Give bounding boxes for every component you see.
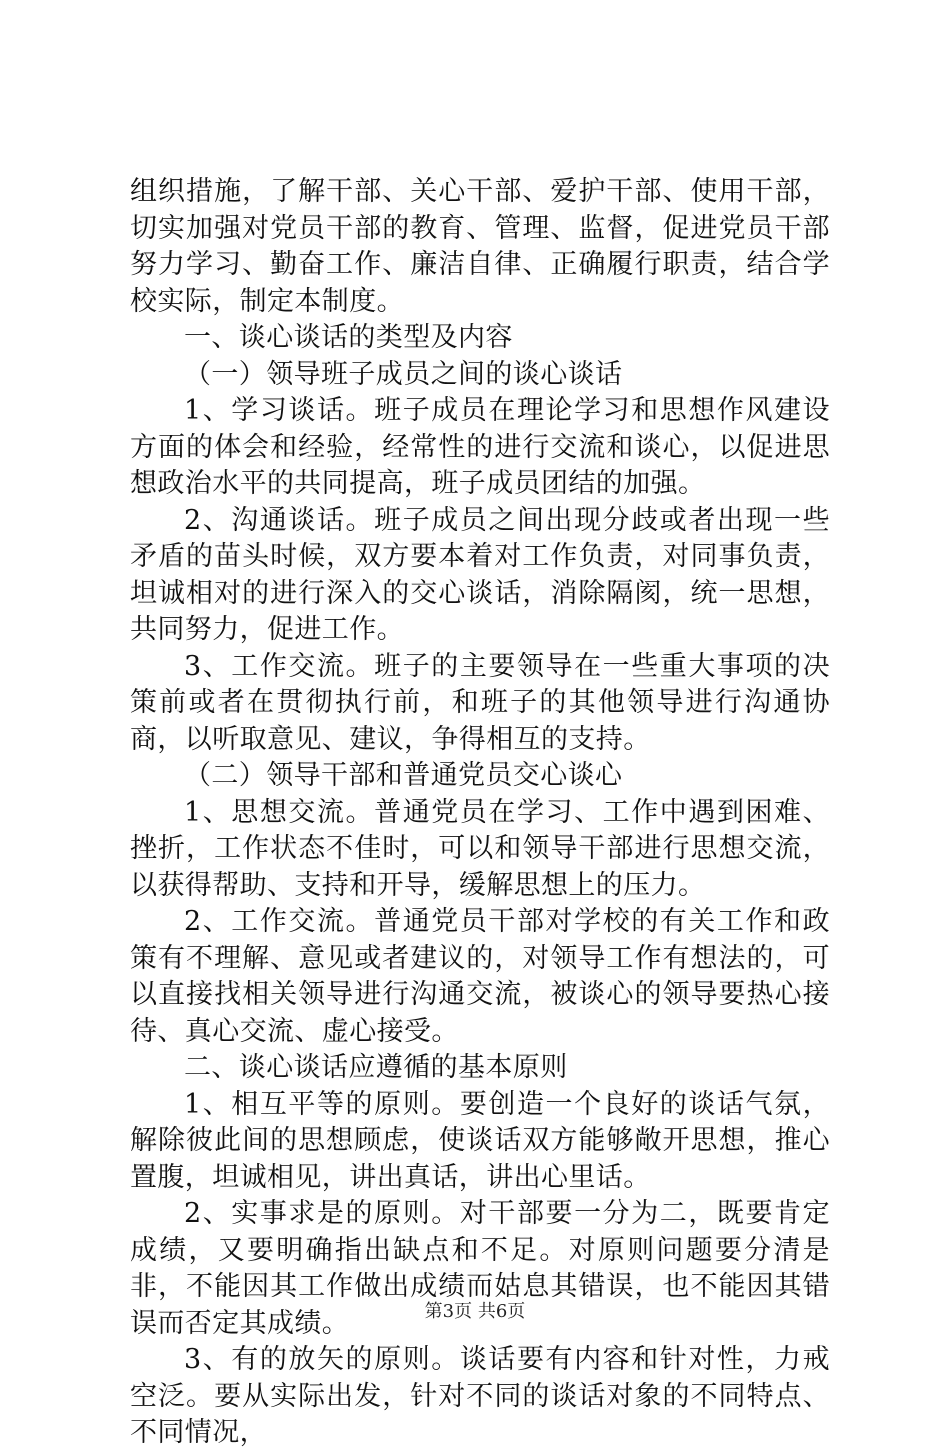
paragraph-work-exchange-2: 2、工作交流。普通党员干部对学校的有关工作和政策有不理解、意见或者建议的，对领导工作有想法的，可以直接找相关领导进行沟通交流，被谈心的领导要热心接待、真心交流、虚心接受。 [130, 906, 830, 1047]
paragraph-work-exchange: 3、工作交流。班子的主要领导在一些重大事项的决策前或者在贯彻执行前，和班子的其他领导进行沟通协商，以听取意见、建议，争得相互的支持。 [130, 650, 830, 755]
paragraph-communication-talk: 2、沟通谈话。班子成员之间出现分歧或者出现一些矛盾的苗头时候，双方要本着对工作负责，对同事负责，坦诚相对的进行深入的交心谈话，消除隔阂，统一思想，共同努力，促进工作。 [130, 504, 830, 645]
paragraph-thought-exchange: 1、思想交流。普通党员在学习、工作中遇到困难、挫折，工作状态不佳时，可以和领导干部进行思想交流，以获得帮助、支持和开导，缓解思想上的压力。 [130, 796, 830, 901]
paragraph-intro-continuation: 组织措施，了解干部、关心干部、爱护干部、使用干部，切实加强对党员干部的教育、管理、监督，促进党员干部努力学习、勤奋工作、廉洁自律、正确履行职责，结合学校实际，制定本制度。 [130, 176, 830, 317]
section-heading-2: 二、谈心谈话应遵循的基本原则 [184, 1052, 568, 1083]
paragraph-equality-principle: 1、相互平等的原则。要创造一个良好的谈话气氛，解除彼此间的思想顾虑，使谈话双方能够敞开思想，推心置腹，坦诚相见，讲出真话，讲出心里话。 [130, 1088, 830, 1193]
section-heading-1: 一、谈心谈话的类型及内容 [184, 322, 513, 353]
paragraph-fact-principle: 2、实事求是的原则。对干部要一分为二，既要肯定成绩，又要明确指出缺点和不足。对原则问题要分清是非，不能因其工作做出成绩而姑息其错误，也不能因其错误而否定其成绩。 [130, 1198, 830, 1339]
page-number-footer: 第3页 共6页 [424, 1301, 526, 1322]
paragraph-targeted-principle: 3、有的放矢的原则。谈话要有内容和针对性，力戒空泛。要从实际出发，针对不同的谈话对象的不同特点、不同情况， [130, 1344, 830, 1448]
document-body [130, 174, 830, 1452]
subsection-heading-2: （二）领导干部和普通党员交心谈心 [184, 760, 623, 791]
subsection-heading-1: （一）领导班子成员之间的谈心谈话 [184, 358, 623, 390]
paragraph-study-talk: 1、学习谈话。班子成员在理论学习和思想作风建设方面的体会和经验，经常性的进行交流和谈心，以促进思想政治水平的共同提高，班子成员团结的加强。 [130, 395, 830, 499]
